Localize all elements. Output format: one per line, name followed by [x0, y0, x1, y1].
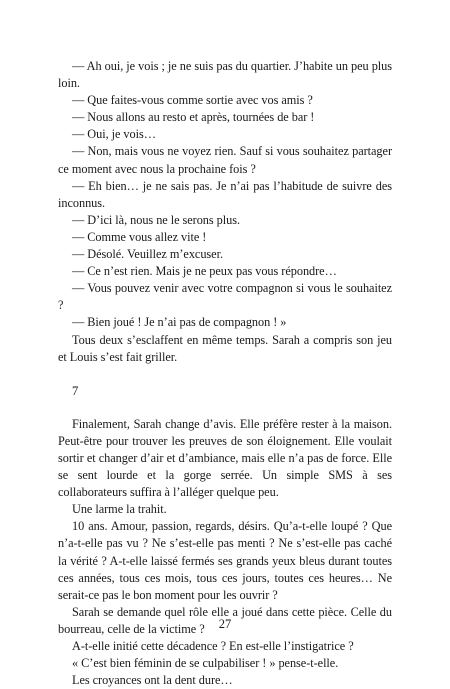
- narrative-paragraph: A-t-elle initié cette décadence ? En est-elle l’instigatrice ?: [72, 639, 354, 653]
- narrative-paragraph: 10 ans. Amour, passion, regards, désirs. Qu’a-t-elle loupé ? Que n’a-t-elle pas vu ? Ne s’est-elle pas menti ? Ne s’est-elle pas caché la vérité ? A-t-elle laissé fermés ses grands yeux bleus durant toutes ces années, tous ces mois, tous ces jours, toutes ces heures… Ne serait-ce pas le bon moment pour les ouvrir ?: [58, 519, 392, 602]
- narrative-paragraph: Tous deux s’esclaffent en même temps. Sarah a compris son jeu et Louis s’est fait griller.: [58, 332, 392, 364]
- dialogue-line: — Oui, je vois…: [72, 127, 156, 142]
- narrative-paragraph: « C’est bien féminin de se culpabiliser ! » pense-t-elle.: [72, 656, 339, 671]
- dialogue-line: — Non, mais vous ne voyez rien. Sauf si vous souhaitez partager ce moment avec nous la prochaine fois ?: [58, 144, 392, 176]
- narrative-paragraph: Finalement, Sarah change d’avis. Elle préfère rester à la maison. Peut-être pour trouver les preuves de son éloignement. Elle voulait sortir et changer d’air et d’ambiance, mais elle n’a pas de force. Elle se sent lourde et la gorge serrée. Un simple SMS à ses collaborateurs suffira à l’alléger quelque peu.: [58, 416, 392, 500]
- dialogue-line: — Ah oui, je vois ; je ne suis pas du quartier. J’habite un peu plus loin.: [58, 59, 392, 91]
- book-page-body: [58, 58, 392, 689]
- dialogue-line: — Désolé. Veuillez m’excuser.: [72, 247, 223, 262]
- narrative-paragraph: Les croyances ont la dent dure…: [72, 673, 233, 688]
- dialogue-line: — Vous pouvez venir avec votre compagnon si vous le souhaitez ?: [58, 281, 392, 313]
- chapter-number: 7: [72, 383, 79, 398]
- dialogue-line: — Ce n’est rien. Mais je ne peux pas vous répondre…: [72, 264, 337, 279]
- dialogue-line: — Nous allons au resto et après, tournées de bar !: [72, 110, 315, 125]
- narrative-paragraph: Sarah se demande quel rôle elle a joué dans cette pièce. Celle du bourreau, celle de la victime ?: [58, 604, 392, 636]
- dialogue-line: — D’ici là, nous ne le serons plus.: [72, 212, 240, 227]
- dialogue-line: — Bien joué ! Je n’ai pas de compagnon ! »: [72, 315, 287, 330]
- dialogue-line: — Comme vous allez vite !: [72, 229, 207, 244]
- page-number: 27: [218, 617, 232, 631]
- dialogue-line: — Eh bien… je ne sais pas. Je n’ai pas l’habitude de suivre des inconnus.: [58, 178, 392, 210]
- dialogue-line: — Que faites-vous comme sortie avec vos amis ?: [72, 93, 313, 108]
- narrative-paragraph: Une larme la trahit.: [72, 502, 167, 517]
